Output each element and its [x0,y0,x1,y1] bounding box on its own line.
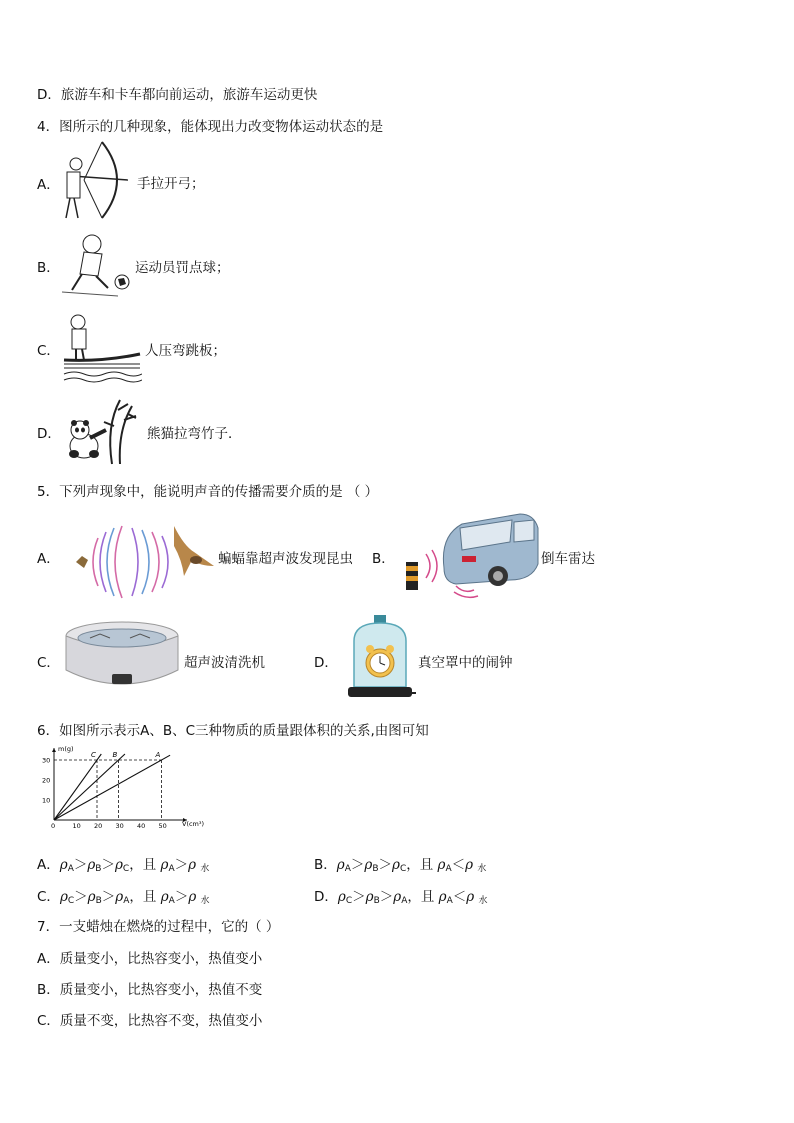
q7-stem: 7．一支蜡烛在燃烧的过程中，它的（ ） [37,919,280,935]
x-tick-label: 30 [115,822,124,830]
q4-option-c-caption: 人压弯跳板； [145,343,226,359]
y-tick-label: 20 [42,776,51,785]
series-label-b: B [112,751,118,759]
series-line-b [54,754,125,820]
panda-bamboo-figure [66,396,142,466]
y-tick-label: 30 [42,756,51,765]
q6-option-b: B．$\rho_A>\rho_B>\rho_C$，且 $\rho_A<\rho$ $_水$ [314,857,487,874]
q6-stem: 6．如图所示表示A、B、C三种物质的质量跟体积的关系,由图可知 [37,723,429,739]
x-tick-label: 0 [51,822,56,830]
x-tick-label: 10 [72,822,81,830]
q6-option-a: A．$\rho_A>\rho_B>\rho_C$，且 $\rho_A>\rho$ $_水$ [37,857,210,874]
q5-option-d-caption: 真空罩中的闹钟 [418,655,513,671]
mass-volume-chart [36,742,216,834]
archer-figure [62,138,132,220]
x-tick-label: 20 [94,822,103,830]
q4-stem: 4．图所示的几种现象，能体现出力改变物体运动状态的是 [37,119,384,135]
q4-option-b-caption: 运动员罚点球； [135,260,230,276]
q5-option-a-label: A． [37,551,60,567]
series-line-a [54,755,170,820]
y-tick-label: 10 [42,796,51,805]
q5-stem: 5．下列声现象中，能说明声音的传播需要介质的是 （ ） [37,484,379,500]
q7-option-c: C．质量不变，比热容不变，热值变小 [37,1013,263,1029]
series-label-a: A [155,751,161,759]
q6-option-d: D．$\rho_C>\rho_B>\rho_A$，且 $\rho_A<\rho$ $_水$ [314,889,488,906]
q7-option-a: A．质量变小，比热容变小，热值变小 [37,951,263,967]
chart-y-axis-label: m(g) [58,745,74,753]
q4-option-d-label: D． [37,426,61,442]
ultrasonic-cleaner-figure [60,618,184,698]
q5-option-b-caption: 倒车雷达 [541,551,595,567]
series-line-c [54,754,101,820]
q4-option-d-caption: 熊猫拉弯竹子． [147,426,242,442]
chart-series-labels [91,751,161,759]
x-tick-label: 40 [137,822,146,830]
q5-option-d-label: D． [314,655,338,671]
q4-option-a-caption: 手拉开弓； [137,176,205,192]
q5-option-a-caption: 蝙蝠靠超声波发现昆虫 [218,551,353,567]
q4-option-b-label: B． [37,260,60,276]
q5-option-b-label: B． [372,551,395,567]
vacuum-bell-jar-figure [344,613,416,701]
x-tick-label: 50 [158,822,167,830]
diving-board-figure [62,310,142,384]
q5-option-c-label: C． [37,655,60,671]
chart-x-axis-label: V(cm³) [182,820,205,828]
chart-series [54,754,170,820]
soccer-player-figure [58,230,132,300]
car-radar-figure [400,510,540,600]
bat-ultrasound-figure [74,516,218,600]
q7-option-b: B．质量变小，比热容变小，热值不变 [37,982,263,998]
q3-option-d: D．旅游车和卡车都向前运动，旅游车运动更快 [37,87,318,103]
q4-option-c-label: C． [37,343,60,359]
q4-option-a-label: A． [37,177,60,193]
q5-option-c-caption: 超声波清洗机 [184,655,265,671]
series-label-c: C [91,751,96,759]
q6-option-c: C．$\rho_C>\rho_B>\rho_A$，且 $\rho_A>\rho$ $_水$ [37,889,210,906]
y-axis-arrow [52,748,56,752]
